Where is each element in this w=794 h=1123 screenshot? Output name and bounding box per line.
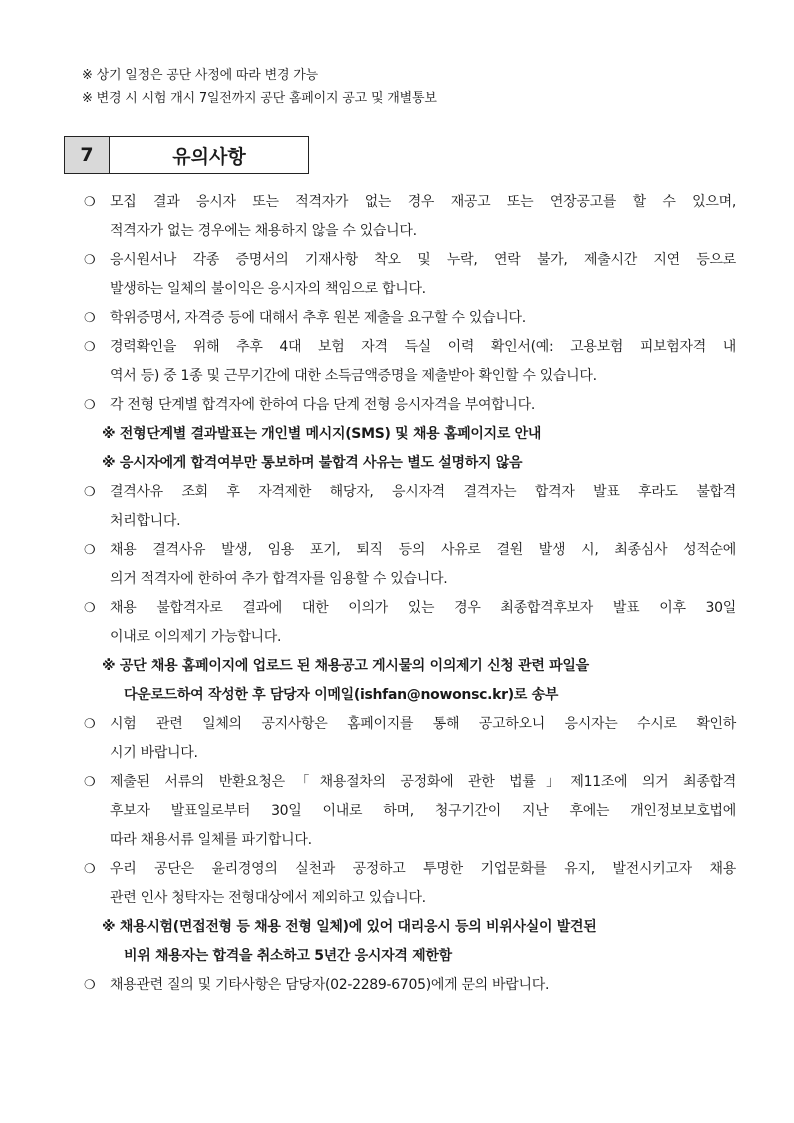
- notice-item: [84, 391, 736, 420]
- circle-bullet-icon: ❍: [84, 485, 96, 500]
- notice-line: 채용 결격사유 발생, 임용 포기, 퇴직 등의 사유로 결원 발생 시, 최종심사 성적순에: [110, 542, 736, 558]
- circle-bullet-icon: ❍: [84, 862, 96, 877]
- notice-line: 이내로 이의제기 가능합니다.: [110, 629, 282, 645]
- sub-note-line: ※ 공단 채용 홈페이지에 업로드 된 채용공고 게시물의 이의제기 신청 관련 파일을: [102, 658, 589, 674]
- notice-item: [84, 710, 736, 768]
- circle-bullet-icon: ❍: [84, 398, 96, 413]
- notice-item: [84, 478, 736, 536]
- circle-bullet-icon: ❍: [84, 340, 96, 355]
- section-header: [64, 136, 309, 174]
- notice-line: 채용관련 질의 및 기타사항은 담당자(02-2289-6705)에게 문의 바랍니다.: [110, 977, 550, 993]
- notice-line: 모집 결과 응시자 또는 적격자가 없는 경우 재공고 또는 연장공고를 할 수 있으며,: [110, 194, 736, 210]
- notice-line: 의거 적격자에 한하여 추가 합격자를 임용할 수 있습니다.: [110, 571, 448, 587]
- notice-line: 적격자가 없는 경우에는 채용하지 않을 수 있습니다.: [110, 223, 417, 239]
- notice-line: 각 전형 단계별 합격자에 한하여 다음 단계 전형 응시자격을 부여합니다.: [110, 397, 535, 413]
- circle-bullet-icon: ❍: [84, 978, 96, 993]
- section-number: 7: [65, 137, 110, 173]
- notice-line: 시험 관련 일체의 공지사항은 홈페이지를 통해 공고하오니 응시자는 수시로 확인하: [110, 716, 736, 732]
- circle-bullet-icon: ❍: [84, 543, 96, 558]
- circle-bullet-icon: ❍: [84, 311, 96, 326]
- notice-item: [84, 768, 736, 855]
- notice-line: 결격사유 조회 후 자격제한 해당자, 응시자격 결격자는 합격자 발표 후라도 불합격: [110, 484, 736, 500]
- notice-line: 후보자 발표일로부터 30일 이내로 하며, 청구기간이 지난 후에는 개인정보보호법에: [110, 803, 736, 819]
- notice-line: 관련 인사 청탁자는 전형대상에서 제외하고 있습니다.: [110, 890, 426, 906]
- notice-item: [84, 333, 736, 391]
- sub-note-line: ※ 전형단계별 결과발표는 개인별 메시지(SMS) 및 채용 홈페이지로 안내: [102, 426, 542, 442]
- notice-item: [84, 188, 736, 246]
- circle-bullet-icon: ❍: [84, 601, 96, 616]
- notice-line: 제출된 서류의 반환요청은「채용절차의 공정화에 관한 법률」제11조에 의거 최종합격: [110, 774, 736, 790]
- circle-bullet-icon: ❍: [84, 195, 96, 210]
- sub-note: [84, 420, 736, 449]
- notice-line: 채용 불합격자로 결과에 대한 이의가 있는 경우 최종합격후보자 발표 이후 30일: [110, 600, 736, 616]
- notice-line: 발생하는 일체의 불이익은 응시자의 책임으로 합니다.: [110, 281, 426, 297]
- notice-line: 처리합니다.: [110, 513, 181, 529]
- notice-line: 경력확인을 위해 추후 4대 보험 자격 득실 이력 확인서(예: 고용보험 피보험자격 내: [110, 339, 736, 355]
- notice-item: [84, 304, 736, 333]
- sub-note: [84, 913, 736, 971]
- notice-item: [84, 855, 736, 913]
- schedule-note: ※ 변경 시 시험 개시 7일전까지 공단 홈페이지 공고 및 개별통보: [82, 91, 437, 106]
- notice-line: 학위증명서, 자격증 등에 대해서 추후 원본 제출을 요구할 수 있습니다.: [110, 310, 526, 326]
- notice-item: [84, 594, 736, 652]
- schedule-notes: [82, 64, 437, 110]
- notice-item: [84, 971, 736, 1000]
- notice-item: [84, 536, 736, 594]
- sub-note-line: ※ 응시자에게 합격여부만 통보하며 불합격 사유는 별도 설명하지 않음: [102, 455, 523, 471]
- notice-line: 역서 등) 중 1종 및 근무기간에 대한 소득금액증명을 제출받아 확인할 수 있습니다.: [110, 368, 597, 384]
- sub-note-line: 다운로드하여 작성한 후 담당자 이메일(ishfan@nowonsc.kr)로 송부: [124, 687, 559, 703]
- sub-note-line: 비위 채용자는 합격을 취소하고 5년간 응시자격 제한함: [124, 948, 452, 964]
- notice-line: 따라 채용서류 일체를 파기합니다.: [110, 832, 312, 848]
- sub-note: [84, 449, 736, 478]
- schedule-note: ※ 상기 일정은 공단 사정에 따라 변경 가능: [82, 68, 318, 83]
- notice-line: 시기 바랍니다.: [110, 745, 198, 761]
- circle-bullet-icon: ❍: [84, 717, 96, 732]
- notice-list: [84, 188, 736, 1000]
- section-title: 유의사항: [172, 145, 246, 168]
- circle-bullet-icon: ❍: [84, 253, 96, 268]
- sub-note-line: ※ 채용시험(면접전형 등 채용 전형 일체)에 있어 대리응시 등의 비위사실이 발견된: [102, 919, 597, 935]
- circle-bullet-icon: ❍: [84, 775, 96, 790]
- notice-line: 응시원서나 각종 증명서의 기재사항 착오 및 누락, 연락 불가, 제출시간 지연 등으로: [110, 252, 736, 268]
- notice-item: [84, 246, 736, 304]
- notice-line: 우리 공단은 윤리경영의 실천과 공정하고 투명한 기업문화를 유지, 발전시키고자 채용: [110, 861, 736, 877]
- sub-note: [84, 652, 736, 710]
